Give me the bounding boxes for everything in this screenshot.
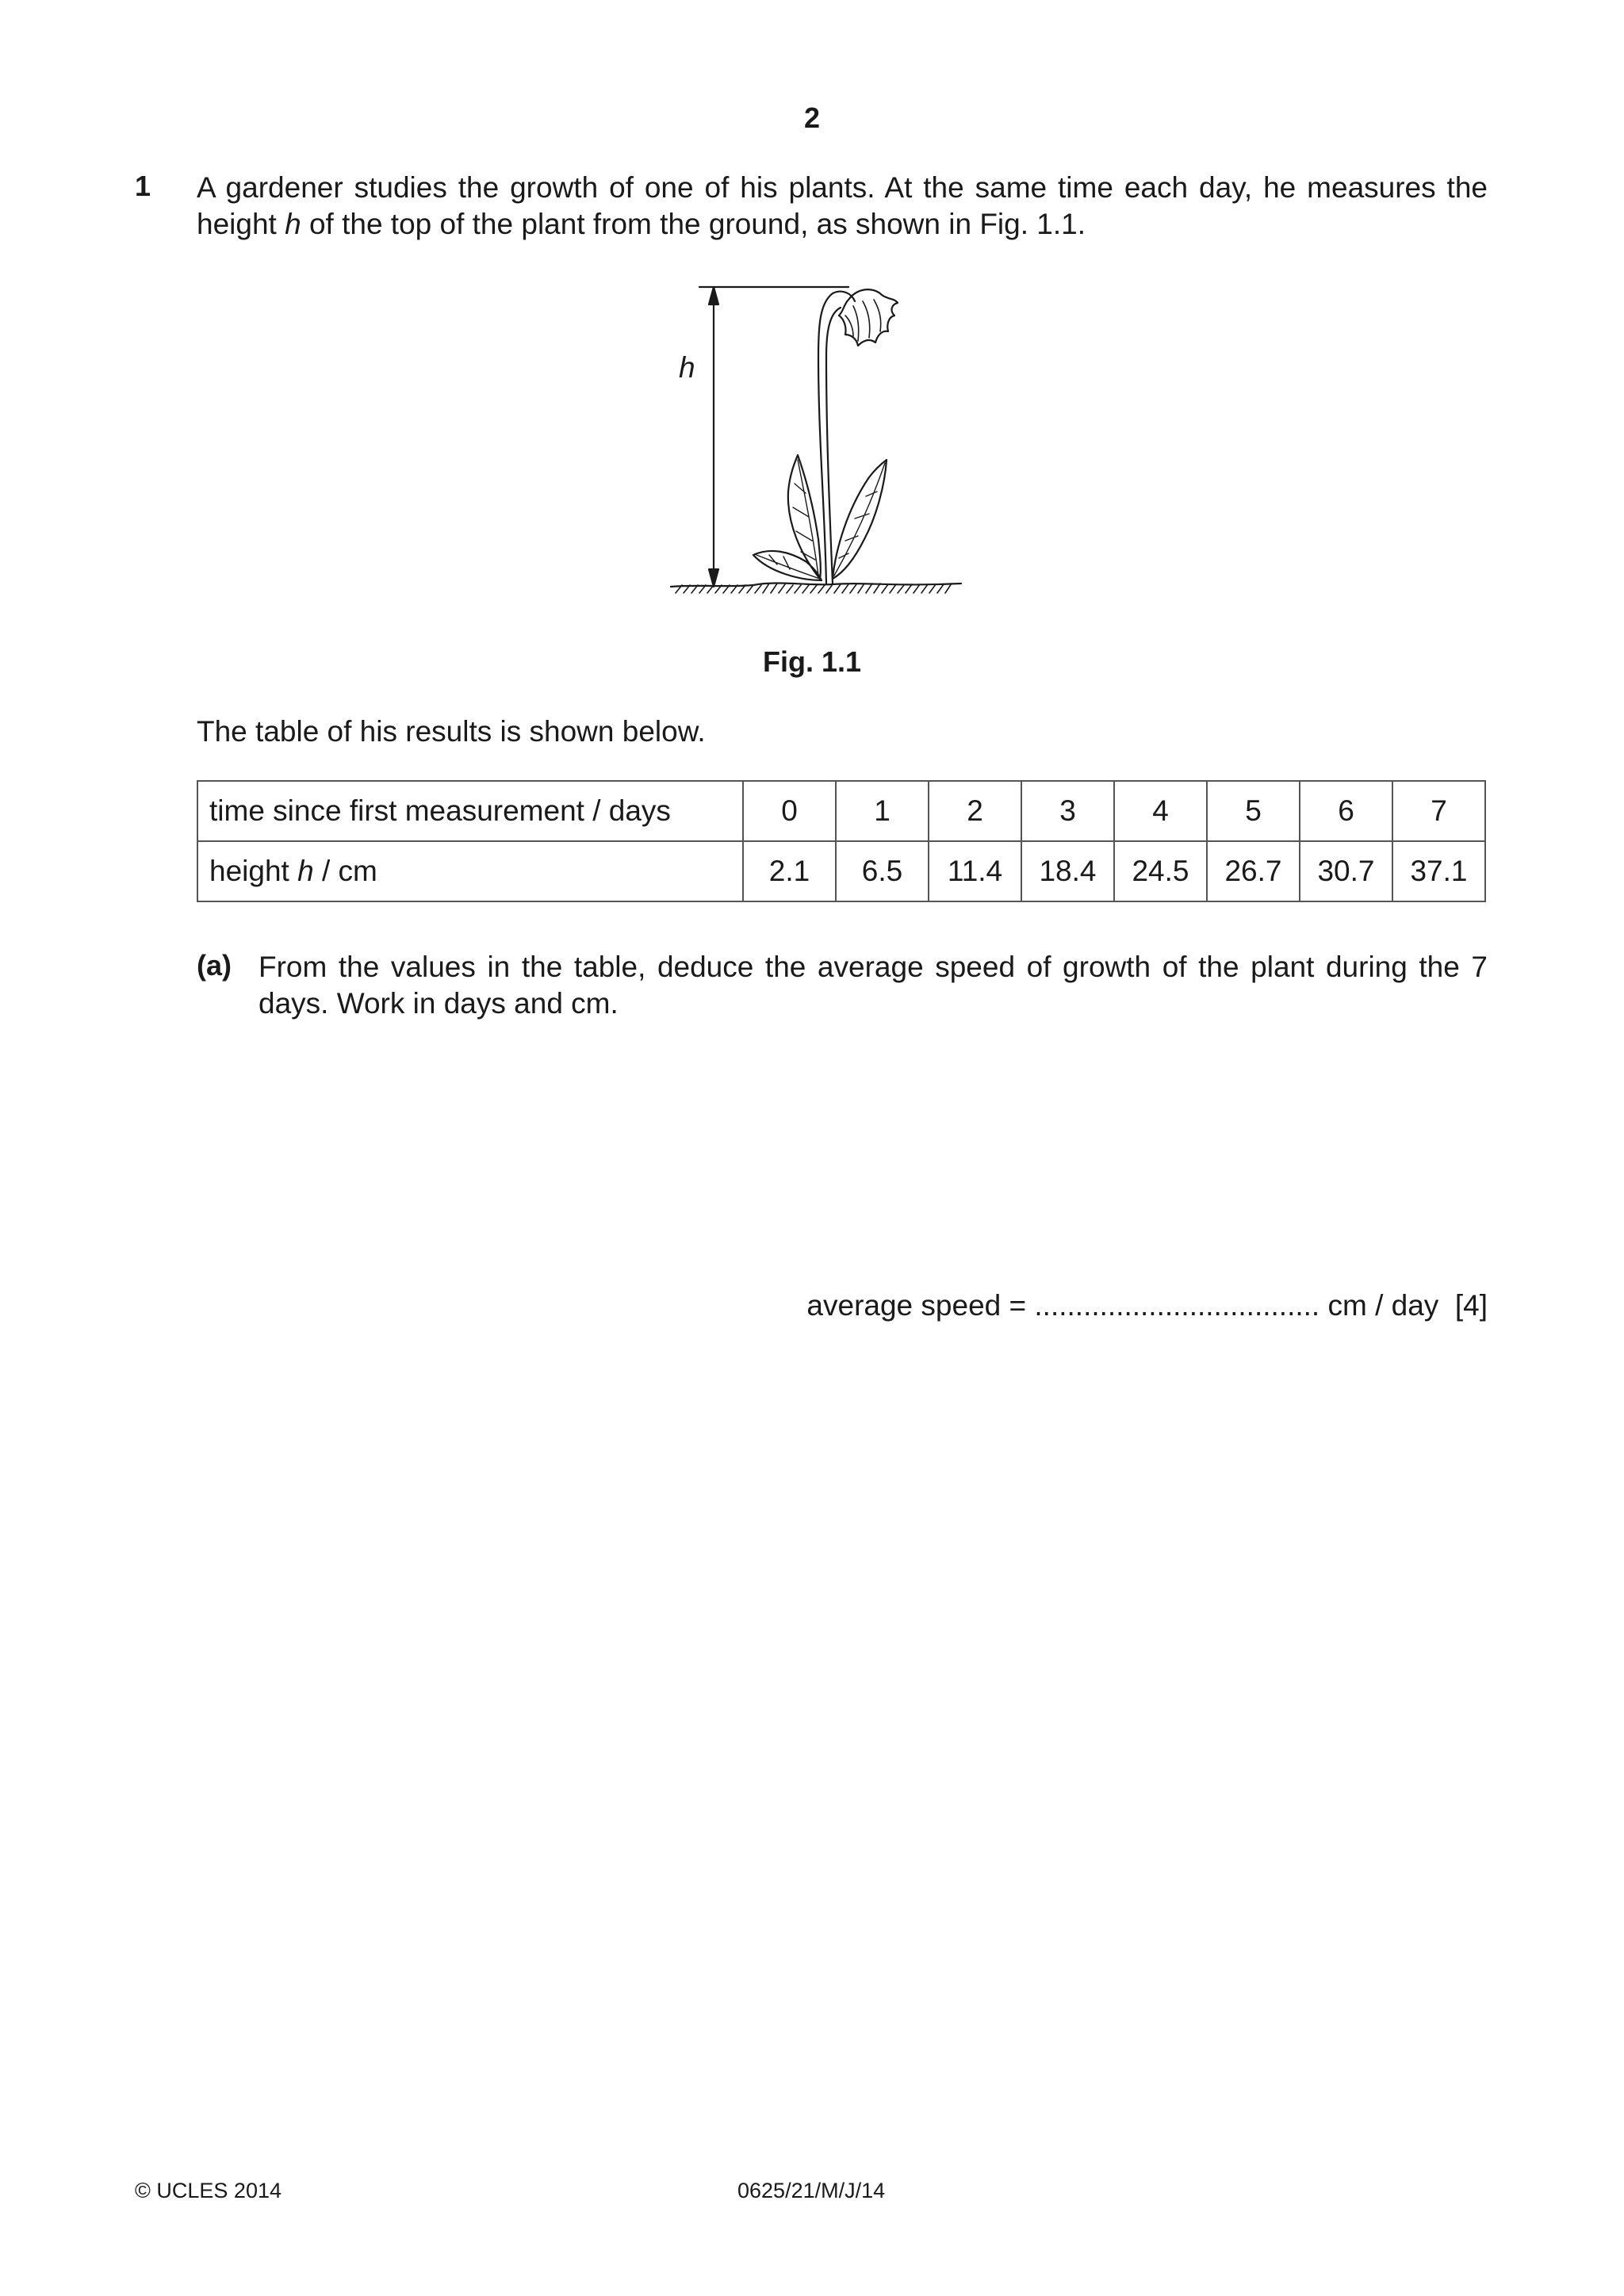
table-intro: The table of his results is shown below. xyxy=(197,715,706,748)
row-label-height-suffix: / cm xyxy=(313,855,377,887)
results-table xyxy=(197,780,1486,902)
row-label-height xyxy=(197,841,743,901)
time-cell: 5 xyxy=(1207,781,1300,841)
height-label: h xyxy=(679,351,695,384)
answer-unit: cm / day xyxy=(1320,1289,1439,1322)
question-stem-variable: h xyxy=(285,208,301,240)
figure-caption: Fig. 1.1 xyxy=(762,645,862,678)
time-cell: 6 xyxy=(1300,781,1392,841)
time-cell: 4 xyxy=(1114,781,1207,841)
answer-line xyxy=(806,1289,1488,1322)
height-cell: 30.7 xyxy=(1300,841,1392,901)
time-cell: 1 xyxy=(836,781,929,841)
row-label-height-prefix: height xyxy=(209,855,298,887)
leaf-right-veins xyxy=(834,463,885,576)
arrow-head-top xyxy=(709,287,718,304)
answer-field[interactable]: ................................... xyxy=(1034,1289,1320,1322)
leaf-right xyxy=(833,460,887,579)
question-number: 1 xyxy=(135,170,151,202)
part-a-text: From the values in the table, deduce the average speed of growth of the plant during the 7 days. Work in days and cm. xyxy=(259,951,1488,1020)
part-a-label: (a) xyxy=(197,949,232,982)
height-cell: 11.4 xyxy=(929,841,1021,901)
height-cell: 26.7 xyxy=(1207,841,1300,901)
row-label-height-variable: h xyxy=(297,855,314,887)
time-cell: 7 xyxy=(1392,781,1485,841)
footer-paper-code: 0625/21/M/J/14 xyxy=(737,2179,886,2202)
answer-prefix: average speed = xyxy=(806,1289,1035,1322)
height-cell: 37.1 xyxy=(1392,841,1485,901)
plant-figure xyxy=(650,270,967,610)
question-stem xyxy=(197,170,1488,243)
flower-petal-lines xyxy=(845,300,881,341)
row-label-time: time since first measurement / days xyxy=(197,781,743,841)
height-cell: 6.5 xyxy=(836,841,929,901)
marks-label: [4] xyxy=(1454,1289,1488,1322)
height-cell: 2.1 xyxy=(743,841,836,901)
height-cell: 18.4 xyxy=(1021,841,1114,901)
time-cell: 0 xyxy=(743,781,836,841)
question-stem-text-1: A gardener studies the growth of one of his plants. At the same time each day, he measures the height xyxy=(197,171,1488,240)
table-row-height xyxy=(197,841,1485,901)
time-cell: 2 xyxy=(929,781,1021,841)
footer-copyright: © UCLES 2014 xyxy=(135,2179,282,2202)
question-stem-text-2: of the top of the plant from the ground, as shown in Fig. 1.1. xyxy=(301,208,1086,240)
arrow-head-bottom xyxy=(709,569,718,587)
page-number: 2 xyxy=(803,101,821,134)
time-cell: 3 xyxy=(1021,781,1114,841)
height-cell: 24.5 xyxy=(1114,841,1207,901)
table-row-time xyxy=(197,781,1485,841)
